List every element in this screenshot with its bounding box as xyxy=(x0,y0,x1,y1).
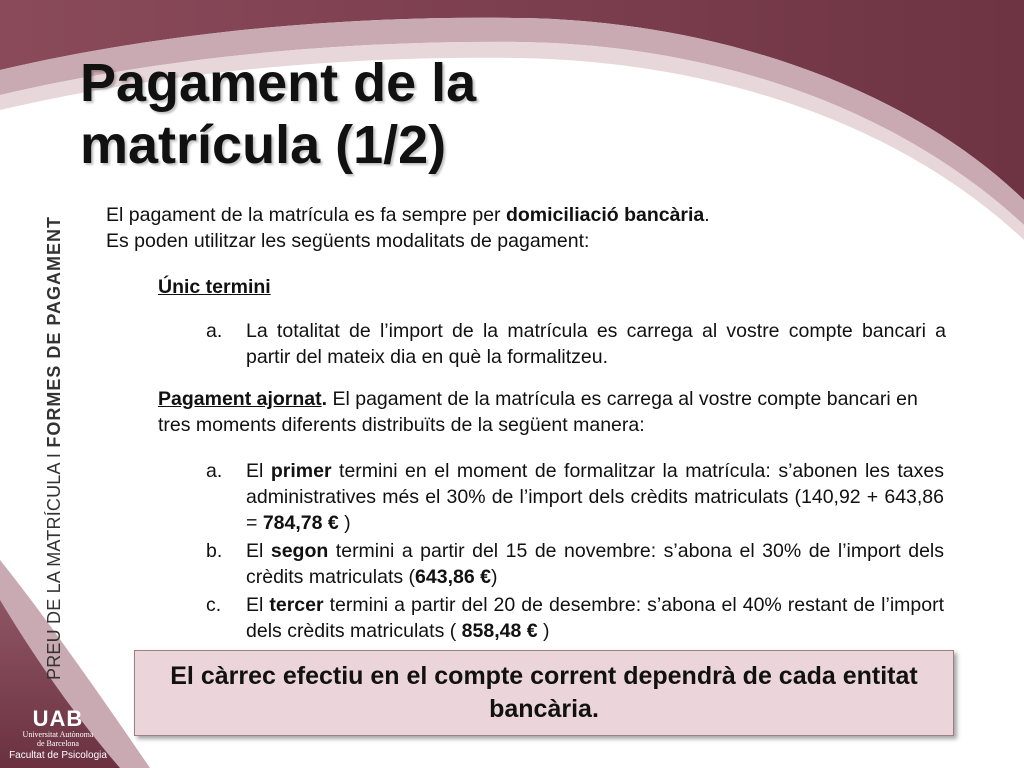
item-amount: 643,86 € xyxy=(415,566,491,588)
list-marker: a. xyxy=(206,460,223,482)
list-item xyxy=(206,318,946,370)
item-text: termini a partir del 20 de desembre: s’abona el 40% restant de l’import dels crèdits matriculats ( xyxy=(246,594,944,642)
list-item xyxy=(206,458,944,536)
intro-line2: Es poden utilitzar les següents modalitats de pagament: xyxy=(106,230,590,252)
item-bold: primer xyxy=(270,460,332,482)
item-text: termini a partir del 15 de novembre: s’abona el 30% de l’import dels crèdits matriculats ( xyxy=(246,540,945,588)
item-text: El xyxy=(246,594,270,616)
list-marker: c. xyxy=(206,594,222,616)
logo-university-line2: de Barcelona xyxy=(37,739,79,748)
item-text: ) xyxy=(537,620,550,642)
intro-text xyxy=(106,202,866,254)
list-marker: a. xyxy=(206,320,223,342)
item-text: El xyxy=(246,540,271,562)
ajornat-heading: Pagament ajornat xyxy=(158,388,322,410)
item-amount: 858,48 € xyxy=(461,620,538,642)
intro-line1-text: El pagament de la matrícula es fa sempre per xyxy=(106,204,506,226)
section-side-label xyxy=(44,216,65,680)
intro-line1-punct: . xyxy=(704,204,710,226)
title-line-2: matrícula (1/2) xyxy=(80,115,447,175)
item-amount: 784,78 € xyxy=(262,512,339,534)
callout-text: El càrrec efectiu en el compte corrent dependrà de cada entitat bancària. xyxy=(170,662,918,723)
ajornat-text: El pagament de la matrícula es carrega al vostre compte bancari en tres moments diferents distribuïts de la següent manera: xyxy=(158,388,918,436)
unic-heading-text: Únic termini xyxy=(158,276,271,298)
item-bold: segon xyxy=(270,540,329,562)
logo-university-line1: Universitat Autònoma xyxy=(22,730,94,739)
logo-mark: UAB xyxy=(32,706,84,731)
ajornat-paragraph xyxy=(158,386,948,438)
unic-heading xyxy=(158,274,271,300)
list-item xyxy=(206,538,944,590)
side-label-bold: FORMES DE PAGAMENT xyxy=(44,216,64,448)
item-text: ) xyxy=(490,566,498,588)
intro-line1-bold: domiciliació bancària xyxy=(505,204,705,226)
item-text: termini en el moment de formalitzar la matrícula: s’abonen les taxes administratives més el 30% de l’import dels crèdits matriculats (140,92 + 643,86 = xyxy=(246,460,944,534)
page-title xyxy=(80,52,640,176)
side-label-normal: PREU DE LA MATRÍCULA I xyxy=(44,447,64,680)
title-line-1: Pagament de la xyxy=(80,53,477,113)
callout-box xyxy=(134,650,954,736)
list-item xyxy=(206,592,944,644)
unic-item xyxy=(206,318,946,372)
item-text: El xyxy=(246,460,271,482)
ajornat-list xyxy=(206,458,944,646)
item-bold: tercer xyxy=(269,594,324,616)
list-item-text: La totalitat de l’import de la matrícula es carrega al vostre compte bancari a partir del mateix dia en què la formalitzeu. xyxy=(246,320,946,368)
logo-faculty: Facultat de Psicologia xyxy=(9,750,107,761)
list-marker: b. xyxy=(206,540,223,562)
item-text: ) xyxy=(338,512,351,534)
ajornat-heading-punct: . xyxy=(321,388,328,410)
uab-logo xyxy=(6,708,110,762)
